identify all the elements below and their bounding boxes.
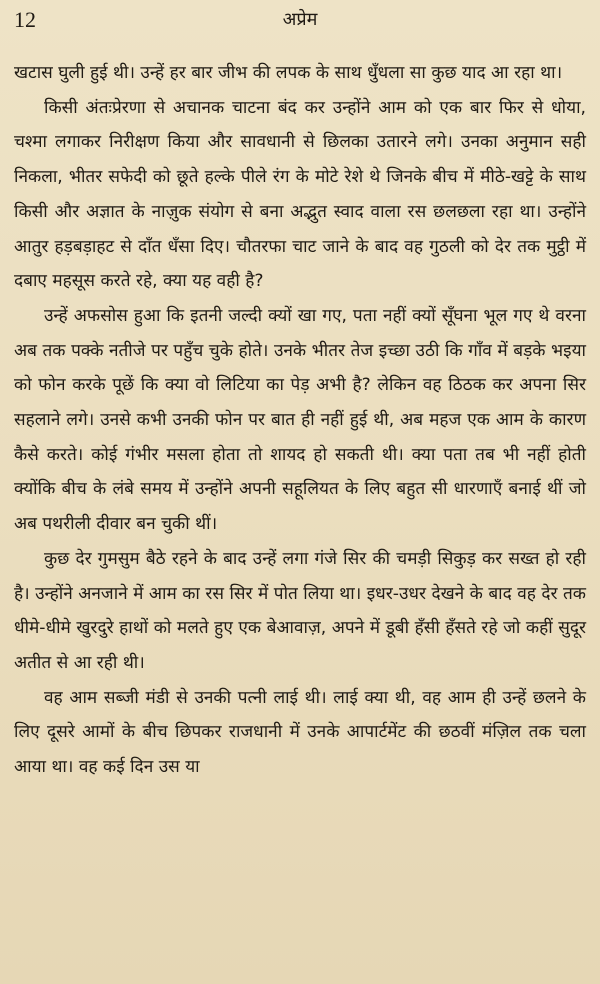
book-title: अप्रेम xyxy=(282,9,318,30)
paragraph: उन्हें अफसोस हुआ कि इतनी जल्दी क्यों खा गए, पता नहीं क्यों सूँघना भूल गए थे वरना अब तक पक्के नतीजे पर पहुँच चुके होते। उनके भीतर तेज इच्छा उठी कि गाँव में बड़के भइया को फोन करके पूछें कि क्या वो लिटिया का पेड़ अभी है? लेकिन वह ठिठक कर अपना सिर सहलाने लगे। उनसे कभी उनकी फोन पर बात ही नहीं हुई थी, अब महज एक आम के कारण कैसे करते। कोई गंभीर मसला होता तो शायद हो सकती थी। क्या पता तब भी नहीं होती क्योंकि बीच के लंबे समय में उन्होंने अपनी सहूलियत के लिए बहुत सी धारणाएँ बनाई थीं जो अब पथरीली दीवार बन चुकी थीं। xyxy=(14,305,586,535)
body-text xyxy=(14,56,586,785)
running-head xyxy=(14,6,586,36)
paragraph-continued: खटास घुली हुई थी। उन्हें हर बार जीभ की लपक के साथ धुँधला सा कुछ याद आ रहा था। xyxy=(14,63,563,83)
paragraph: किसी अंतःप्रेरणा से अचानक चाटना बंद कर उन्होंने आम को एक बार फिर से धोया, चश्मा लगाकर निरीक्षण किया और सावधानी से छिलका उतारने लगे। उनका अनुमान सही निकला, भीतर सफेदी को छूते हल्के पीले रंग के मोटे रेशे थे जिनके बीच में मीठे-खट्टे के साथ किसी और अज्ञात के नाज़ुक संयोग से बना अद्भुत स्वाद वाला रस छलछला रहा था। उन्होंने आतुर हड़बड़ाहट से दाँत धँसा दिए। चौतरफा चाट जाने के बाद वह गुठली को देर तक मुट्ठी में दबाए महसूस करते रहे, क्या यह वही है? xyxy=(14,97,586,292)
page-number: 12 xyxy=(14,7,36,32)
paragraph: कुछ देर गुमसुम बैठे रहने के बाद उन्हें लगा गंजे सिर की चमड़ी सिकुड़ कर सख्त हो रही है। उन्होंने अनजाने में आम का रस सिर में पोत लिया था। इधर-उधर देखने के बाद वह देर तक धीमे-धीमे खुरदुरे हाथों को मलते हुए एक बेआवाज़, अपने में डूबी हँसी हँसते रहे जो कहीं सुदूर अतीत से आ रही थी। xyxy=(14,548,586,673)
paragraph: वह आम सब्जी मंडी से उनकी पत्नी लाई थी। लाई क्या थी, वह आम ही उन्हें छलने के लिए दूसरे आमों के बीच छिपकर राजधानी में उनके आपार्टमेंट की छठवीं मंज़िल तक चला आया था। वह कई दिन उस या xyxy=(14,687,586,778)
